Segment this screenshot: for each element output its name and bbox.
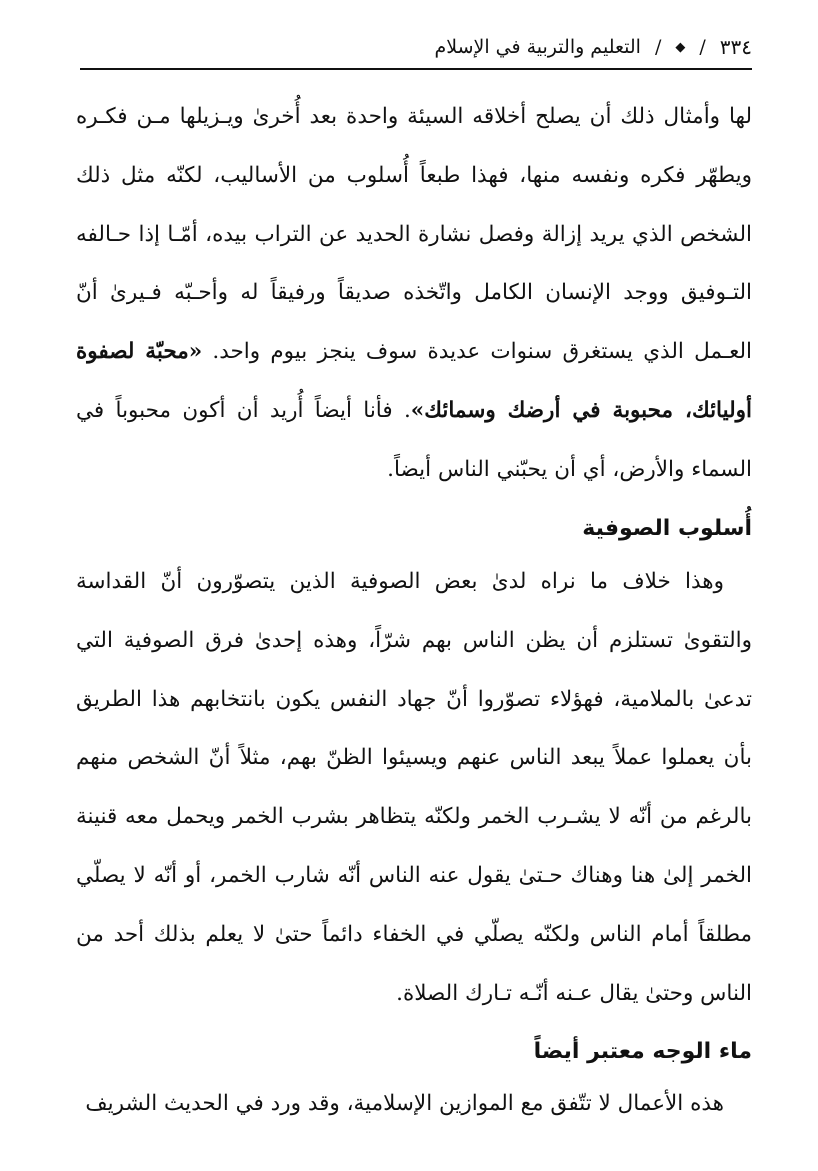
paragraph-text: لها وأمثال ذلك أن يصلح أخلاقه السيئة واحدة بعد أُخرىٰ ويـزيلها مـن فكـره ويطهّر فكره ونفسه منها، فهذا طبعاً أُسلوب من الأساليب، لكنّه مثل ذلك الشخص الذي يريد إزالة وفصل نشارة الحديد عن التراب بيده، أمّـا إذا حـالفه التـوفيق ووجد الإنسان الكامل واتّخذه صديقاً ورفيقاً له وأحـبّه فـيرىٰ أنّ العـمل الذي يستغرق سنوات عديدة سوف ينجز بيوم واحد.: [76, 104, 752, 365]
section-heading-honor: ماء الوجه معتبر أيضاً: [533, 1039, 752, 1064]
opening-paragraph: [76, 88, 752, 500]
prayer-quote: «محبّة لصفوة أوليائك، محبوبة في أرضك وسمائك»: [76, 339, 753, 423]
running-header: [80, 30, 752, 64]
header-separator: /: [654, 36, 662, 58]
sufi-section-block: [76, 553, 752, 1023]
header-rule: [80, 68, 752, 70]
honor-section-block: [76, 1075, 752, 1134]
book-title: التعليم والتربية في الإسلام: [434, 36, 641, 58]
sufi-paragraph: وهذا خلاف ما نراه لدىٰ بعض الصوفية الذين يتصوّرون أنّ القداسة والتقوىٰ تستلزم أن يظن الناس بهم شرّاً، وهذه إحدىٰ فرق الصوفية التي تدعىٰ بالملامية، فهؤلاء تصوّروا أنّ جهاد النفس يكون بانتخابهم هذا الطريق بأن يعملوا عملاً يبعد الناس عنهم ويسيئوا الظنّ بهم، مثلاً أنّ الشخص منهم بالرغم من أنّه لا يشـرب الخمر ولكنّه يتظاهر بشرب الخمر ويحمل معه قنينة الخمر إلىٰ هنا وهناك حـتىٰ يقول عنه الناس أنّه شارب الخمر، أو أنّه لا يصلّي مطلقاً أمام الناس ولكنّه يصلّي في الخفاء دائماً حتىٰ لا يعلم بذلك أحد من الناس وحتىٰ يقال عـنه أنّـه تـارك الصلاة.: [76, 569, 752, 1006]
paragraph-text-end: . فأنا أيضاً أُريد أن أكون محبوباً في السماء والأرض، أي أن يحبّني الناس أيضاً.: [76, 397, 752, 482]
diamond-ornament-icon: ◆: [675, 39, 686, 55]
section-heading-sufi-method: أُسلوب الصوفية: [582, 516, 752, 541]
header-separator: /: [699, 36, 706, 58]
honor-paragraph: هذه الأعمال لا تتّفق مع الموازين الإسلامية، وقد ورد في الحديث الشريف: [85, 1091, 724, 1116]
opening-paragraph-block: [76, 88, 752, 500]
page-number: ٣٣٤: [719, 35, 752, 59]
